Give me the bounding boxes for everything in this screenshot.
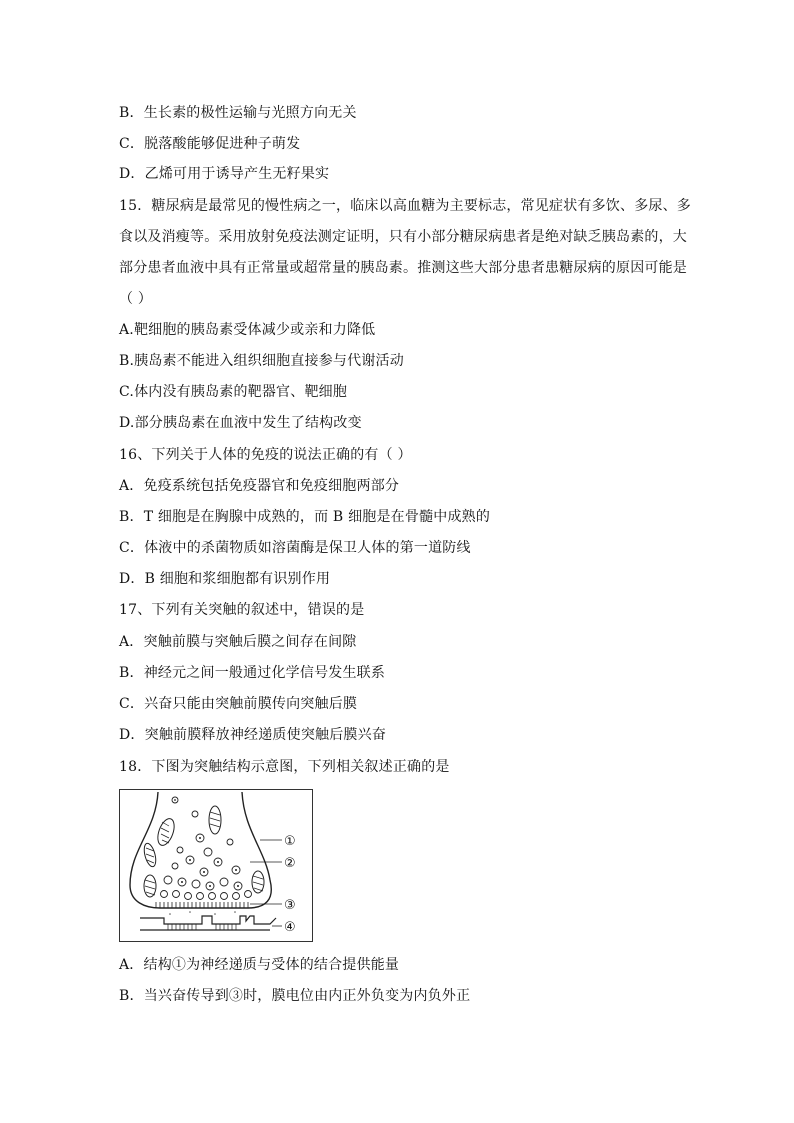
question-15-option-c: C.体内没有胰岛素的靶器官、靶细胞	[119, 384, 348, 400]
question-17-option-d: D．突触前膜释放神经递质使突触后膜兴奋	[119, 727, 387, 743]
label-1: ①	[284, 834, 296, 849]
line-3: D．乙烯可用于诱导产生无籽果实	[119, 166, 330, 182]
synapse-diagram	[119, 789, 313, 942]
synaptic-vesicles	[161, 797, 252, 900]
question-15-line-3: 部分患者血液中具有正常量或超常量的胰岛素。推测这些大部分患者患糖尿病的原因可能是	[119, 260, 687, 276]
postsynaptic-membrane	[140, 916, 276, 924]
question-15-line-1: 15．糖尿病是最常见的慢性病之一，临床以高血糖为主要标志，常见症状有多饮、多尿、多	[119, 198, 692, 214]
label-2: ②	[284, 856, 296, 871]
question-16-option-d: D．B 细胞和浆细胞都有识别作用	[119, 571, 331, 587]
line-1: B．生长素的极性运输与光照方向无关	[119, 105, 357, 121]
label-3: ③	[284, 898, 296, 913]
question-15-option-b: B.胰岛素不能进入组织细胞直接参与代谢活动	[119, 353, 404, 369]
question-15-line-2: 食以及消瘦等。采用放射免疫法测定证明，只有小部分糖尿病患者是绝对缺乏胰岛素的，大	[119, 229, 687, 245]
question-15-blank: （ ）	[119, 291, 153, 307]
question-18-option-b: B．当兴奋传导到③时，膜电位由内正外负变为内负外正	[119, 988, 471, 1004]
question-15-option-a: A.靶细胞的胰岛素受体减少或亲和力降低	[119, 322, 376, 338]
question-17-option-b: B．神经元之间一般通过化学信号发生联系	[119, 665, 386, 681]
question-16-stem: 16、下列关于人体的免疫的说法正确的有（ ）	[119, 447, 412, 463]
label-4: ④	[284, 920, 296, 935]
question-17-stem: 17、下列有关突触的叙述中，错误的是	[119, 602, 365, 618]
mitochondria	[142, 806, 264, 897]
question-17-option-c: C．兴奋只能由突触前膜传向突触后膜	[119, 696, 358, 712]
question-16-option-b: B．T 细胞是在胸腺中成熟的，而 B 细胞是在骨髓中成熟的	[119, 509, 491, 525]
presynaptic-membrane	[156, 902, 248, 908]
question-18-stem: 18．下图为突触结构示意图，下列相关叙述正确的是	[119, 759, 450, 775]
synaptic-cleft	[169, 911, 236, 915]
question-18-option-a: A．结构①为神经递质与受体的结合提供能量	[119, 957, 400, 973]
question-17-option-a: A．突触前膜与突触后膜之间存在间隙	[119, 634, 357, 650]
question-16-option-a: A．免疫系统包括免疫器官和免疫细胞两部分	[119, 478, 400, 494]
question-16-option-c: C．体液中的杀菌物质如溶菌酶是保卫人体的第一道防线	[119, 540, 471, 556]
line-2: C．脱落酸能够促进种子萌发	[119, 136, 301, 152]
question-15-option-d: D.部分胰岛素在血液中发生了结构改变	[119, 415, 362, 431]
